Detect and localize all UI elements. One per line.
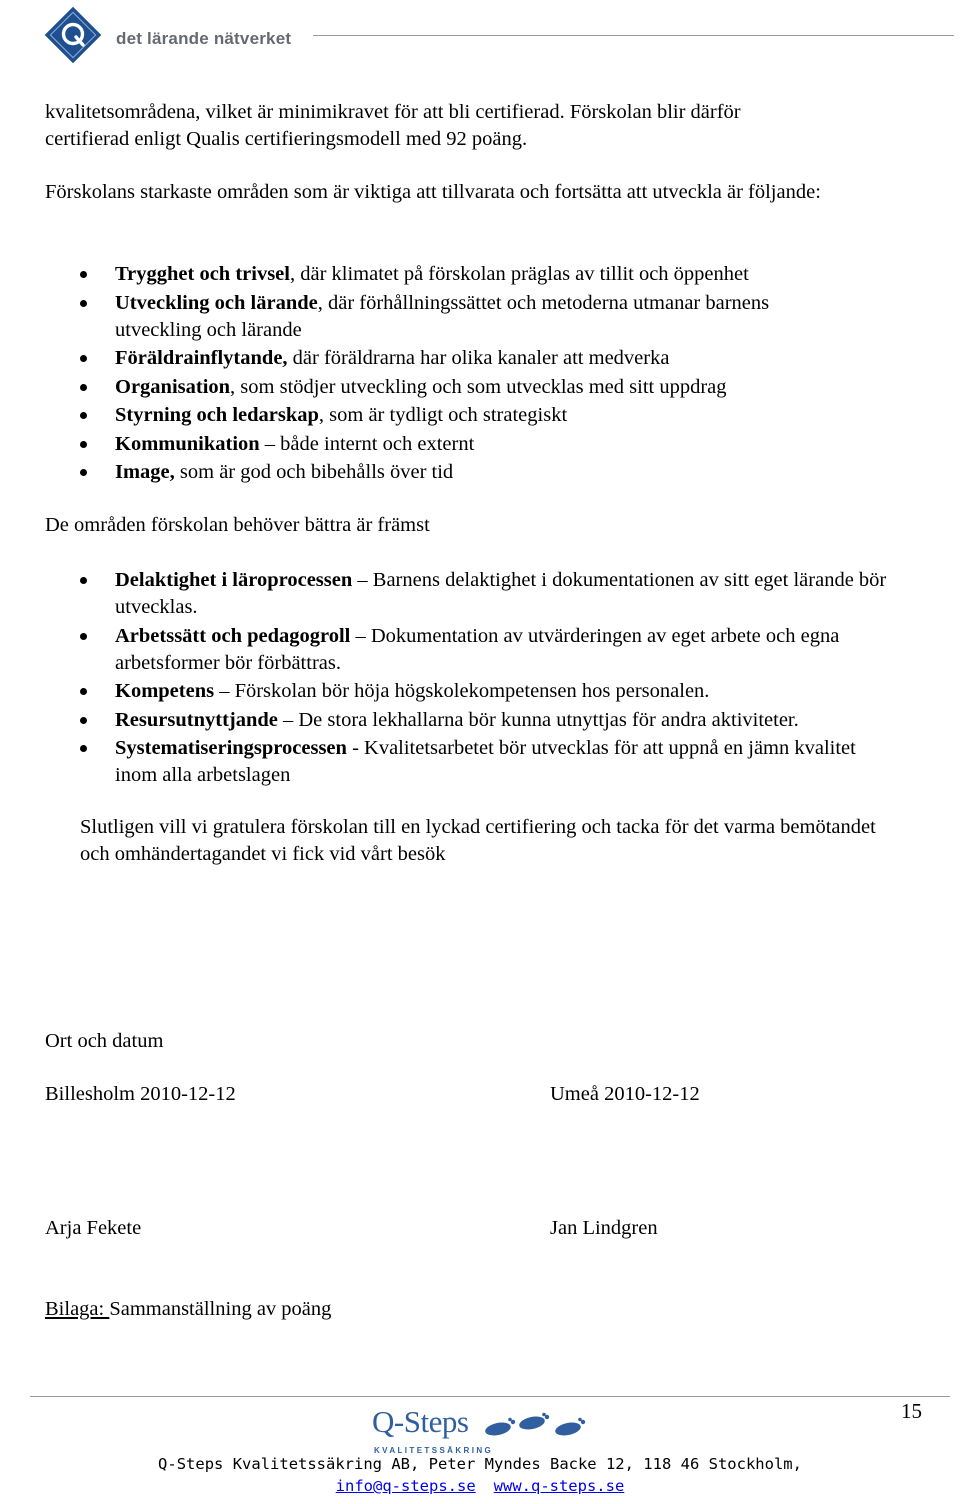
list-item: Image, som är god och bibehålls över tid	[80, 459, 910, 486]
footprints-icon	[482, 1409, 597, 1439]
right-signer-name: Jan Lindgren	[550, 1217, 658, 1239]
list-item: Systematiseringsprocessen - Kvalitetsarbetet bör utvecklas för att uppnå en jämn kvalitet inom alla arbetslagen	[80, 735, 910, 789]
footer-email-link[interactable]: info@q-steps.se	[335, 1477, 476, 1495]
footer-logo	[372, 1404, 602, 1455]
improvements-list	[80, 567, 910, 791]
list-item: Arbetssätt och pedagogroll – Dokumentation av utvärderingen av eget arbete och egna arbetsformer bör förbättras.	[80, 623, 910, 677]
left-place-date: Billesholm 2010-12-12	[45, 1083, 236, 1105]
list-item: Utveckling och lärande, där förhållningssättet och metoderna utmanar barnens utveckling och lärande	[80, 290, 910, 344]
list-item: Kommunikation – både internt och externt	[80, 431, 910, 458]
footer-address: Q-Steps Kvalitetssäkring AB, Peter Myndes Backe 12, 118 46 Stockholm,	[158, 1455, 802, 1473]
list-item: Trygghet och trivsel, där klimatet på förskolan präglas av tillit och öppenhet	[80, 261, 910, 288]
improvements-intro: De områden förskolan behöver bättra är främst	[45, 514, 430, 536]
intro-line-2: certifierad enligt Qualis certifieringsmodell med 92 poäng.	[45, 128, 528, 150]
list-item: Delaktighet i läroprocessen – Barnens delaktighet i dokumentationen av sitt eget lärande bör utvecklas.	[80, 567, 910, 621]
place-date-label: Ort och datum	[45, 1030, 164, 1052]
list-item: Organisation, som stödjer utveckling och som utvecklas med sitt uppdrag	[80, 374, 910, 401]
attachment-label: Bilaga:	[45, 1298, 110, 1320]
footer-logo-text: Q-Steps	[372, 1404, 469, 1439]
list-item: Föräldrainflytande, där föräldrarna har olika kanaler att medverka	[80, 345, 910, 372]
list-item: Kompetens – Förskolan bör höja högskolekompetensen hos personalen.	[80, 678, 910, 705]
intro-paragraph	[45, 99, 925, 153]
footer-website-link[interactable]: www.q-steps.se	[493, 1477, 625, 1495]
right-place-date: Umeå 2010-12-12	[550, 1083, 700, 1105]
header-divider	[313, 35, 954, 36]
closing-paragraph: Slutligen vill vi gratulera förskolan till en lyckad certifiering och tacka för det varma bemötandet och omhändertagandet vi fick vid vårt besök	[80, 816, 876, 865]
footer-contact	[0, 1475, 960, 1497]
attachment-line	[45, 1296, 331, 1323]
strengths-list	[80, 261, 910, 488]
list-item: Resursutnyttjande – De stora lekhallarna bör kunna utnyttjas för andra aktiviteter.	[80, 707, 910, 734]
footer-logo-subtext: KVALITETSSÄKRING	[374, 1446, 494, 1455]
page-number: 15	[901, 1399, 922, 1423]
list-item: Styrning och ledarskap, som är tydligt och strategiskt	[80, 402, 910, 429]
attachment-text: Sammanställning av poäng	[109, 1298, 332, 1320]
strengths-intro: Förskolans starkaste områden som är viktiga att tillvarata och fortsätta att utveckla är följande:	[45, 181, 821, 203]
q-logo-icon	[44, 6, 102, 64]
page-header	[0, 0, 960, 70]
left-signer-name: Arja Fekete	[45, 1217, 142, 1239]
intro-line-1: kvalitetsområdena, vilket är minimikravet för att bli certifierad. Förskolan blir därför	[45, 101, 741, 123]
header-brand-name: det lärande nätverket	[116, 29, 292, 48]
footer-divider	[30, 1396, 950, 1397]
